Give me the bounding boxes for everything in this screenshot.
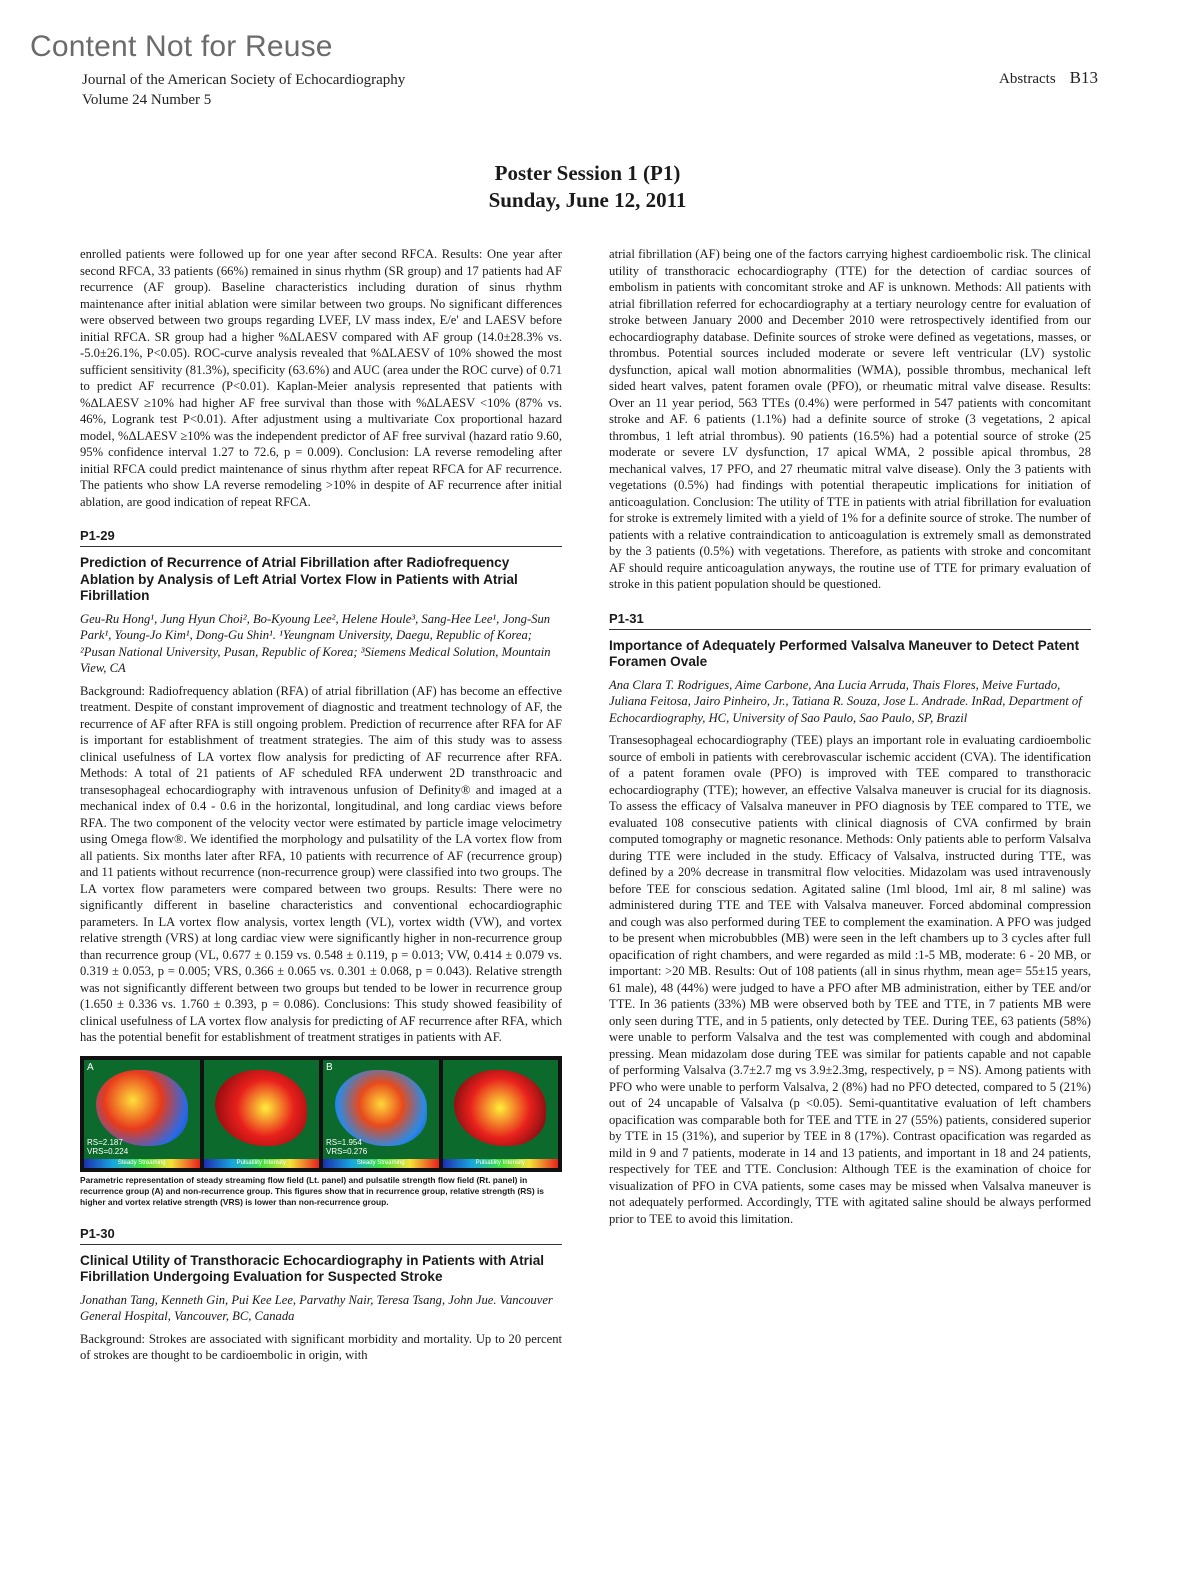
abstract-title: Importance of Adequately Performed Valsalva Maneuver to Detect Patent Foramen Ovale xyxy=(609,637,1080,669)
abstract-authors: Jonathan Tang, Kenneth Gin, Pui Kee Lee, Parvathy Nair, Teresa Tsang, John Jue. Vancouver General Hospital, Vancouver, BC, Canada xyxy=(80,1292,553,1323)
panel-values xyxy=(326,1138,367,1156)
figure-caption: Parametric representation of steady streaming flow field (Lt. panel) and pulsatile strength flow field (Rt. panel) in recurrence group (A) and non-recurrence group. This figures show that in recurrence group, relative strength (RS) is higher and vortex relative strength (VRS) is lower than non-recurrence group. xyxy=(80,1174,544,1207)
flow-field-image xyxy=(454,1070,546,1146)
session-title xyxy=(0,160,1175,214)
session-name: Poster Session 1 (P1) xyxy=(494,161,681,185)
abstract-authors: Ana Clara T. Rodrigues, Aime Carbone, Ana Lucia Arruda, Thais Flores, Meive Furtado, Juliana Feitosa, Jairo Pinheiro, Jr., Tatiana R. Souza, Jose L. Andrade. InRad, Department of Echocardiography, HC, University of Sao Paulo, Sao Paulo, SP, Brazil xyxy=(609,677,1082,725)
vortex-flow-figure xyxy=(80,1056,562,1172)
journal-name: Journal of the American Society of Echocardiography xyxy=(82,72,406,88)
color-scale-bar: Pulsatility Intensity xyxy=(204,1159,320,1168)
page-number: B13 xyxy=(1069,68,1098,87)
panel-label: A xyxy=(87,1061,94,1073)
color-scale-bar: Pulsatility Intensity xyxy=(443,1159,559,1168)
continued-abstract-text: atrial fibrillation (AF) being one of the factors carrying highest cardioembolic risk. The clinical utility of transthoracic echocardiography (TTE) for the detection of cardiac sources of embolism in patients with concomitant stroke and AF is unknown. Methods: All patients with atrial fibrillation referred for echocardiography at a tertiary neurology centre for evaluation of stroke between January 2000 and December 2010 were retrospectively identified from our echocardiography database. Definite sources of stroke were defined as vegetations, masses, or thrombus. Potential sources included moderate or severe left ventricular (LV) systolic dysfunction, apical wall motion abnormalities (WMA), possible thrombus, mechanical left sided heart valves, patent foramen ovale (PFO), or rheumatic mitral valve disease. Results: Over an 11 year period, 563 TTEs (0.4%) were performed in 547 patients with concomitant stroke and AF. 6 patients (1.1%) had a definite source of stroke (3 vegetations, 2 apical thrombus, 1 left atrial thrombus). 90 patients (16.5%) had a potential source of stroke (25 moderate or severe LV dysfunction, 17 apical WMA, 2 possible apical thrombus, 28 mechanical valves, 17 PFO, and 27 rheumatic mitral valve disease). Only the 3 patients with vegetations (0.5%) had findings with potential therapeutic implications for initiation of anticoagulation. Conclusion: The utility of TTE in patients with atrial fibrillation for evaluation for stroke is extremely limited with a yield of 1% for a definite source of stroke. The number of patients with a relative contraindication to anticoagulation is extremely small as demonstrated by the 3 patients (0.5%) with vegetations. Therefore, as patients with stroke and concomitant AF should require anticoagulation anyways, the routine use of TTE for primary evaluation of stroke in this patient population should be questioned. xyxy=(609,247,1091,591)
section-label: Abstracts xyxy=(999,71,1056,87)
continued-abstract-text: enrolled patients were followed up for one year after second RFCA. Results: One year after second RFCA, 33 patients (66%) remained in sinus rhythm (SR group) and 17 patients had AF recurrence (AF group). Baseline characteristics including duration of sinus rhythm maintenance after initial ablation were similar between two groups. No significant differences were observed between two groups regarding LVEF, LV mass index, E/e' and LAESV before initial RFCA. SR group had a higher %ΔLAESV compared with AF group (14.0±28.3% vs. -5.0±26.1%, P<0.05). ROC-curve analysis revealed that %ΔLAESV of 10% showed the most sufficient sensitivity (81.3%), specificity (63.6%) and AUC (area under the ROC curve) of 0.71 to predict AF recurrence (P<0.01). Kaplan-Meier analysis represented that patients with %ΔLAESV ≥10% had higher AF free survival than those with %ΔLAESV <10% (87% vs. 46%, Logrank test P<0.01). After adjustment using a multivariate Cox proportional hazard model, %ΔLAESV ≥10% was the independent predictor of AF free survival (hazard ratio 9.60, 95% confidence interval 1.27 to 72.6, p = 0.009). Conclusion: LA reverse remodeling after initial RFCA could predict maintenance of sinus rhythm after repeat RFCA for AF recurrence. The patients who show LA reverse remodeling >10% in despite of AF recurrence after initial ablation, are good indication of repeat RFCA. xyxy=(80,247,562,509)
flow-field-image xyxy=(96,1070,188,1146)
vrs-value: VRS=0.224 xyxy=(87,1146,129,1156)
abstract-title: Clinical Utility of Transthoracic Echocardiography in Patients with Atrial Fibrillation Undergoing Evaluation for Suspected Stroke xyxy=(80,1252,545,1284)
abstract-p1-31 xyxy=(609,611,1091,1228)
running-head xyxy=(999,68,1098,88)
figure-panel-b-pulsatile xyxy=(443,1060,559,1168)
figure-panel-a-pulsatile xyxy=(204,1060,320,1168)
session-date: Sunday, June 12, 2011 xyxy=(488,188,687,212)
abstract-p1-30 xyxy=(80,1226,562,1364)
color-scale-bar: Steady Streaming xyxy=(323,1159,439,1168)
journal-volume: Volume 24 Number 5 xyxy=(82,92,212,108)
color-scale-bar: Steady Streaming xyxy=(84,1159,200,1168)
flow-field-image xyxy=(215,1070,307,1146)
flow-field-image xyxy=(335,1070,427,1146)
abstract-p1-29 xyxy=(80,528,562,1208)
figure-panel-b-steady xyxy=(323,1060,439,1168)
abstract-id: P1-29 xyxy=(80,528,562,547)
panel-values xyxy=(87,1138,128,1156)
left-column xyxy=(80,246,562,1364)
panel-label: B xyxy=(326,1061,333,1073)
rs-value: RS=1.954 xyxy=(326,1137,362,1147)
journal-header xyxy=(82,70,405,110)
rs-value: RS=2.187 xyxy=(87,1137,123,1147)
abstract-title: Prediction of Recurrence of Atrial Fibrillation after Radiofrequency Ablation by Analysis of Left Atrial Vortex Flow in Patients with Atrial Fibrillation xyxy=(80,555,518,603)
right-column xyxy=(609,246,1091,1227)
abstract-id: P1-30 xyxy=(80,1226,562,1245)
abstract-id: P1-31 xyxy=(609,611,1091,630)
abstract-body: Transesophageal echocardiography (TEE) plays an important role in evaluating cardioembolic source of emboli in patients with cerebrovascular ischemic accident (CVA). The identification of a patent foramen ovale (PFO) is improved with TEE compared to transthoracic echocardiography (TTE); however, an effective Valsalva maneuver is crucial for its diagnosis. To assess the efficacy of Valsalva maneuver in PFO diagnosis by TEE compared to TTE, we evaluated 108 consecutive patients with clinical diagnosis of CVA confirmed by brain computed tomography or magnetic resonance. Methods: Only patients able to perform Valsalva during TTE were included in the study. Efficacy of Valsalva, instructed during TTE, was defined by a 20% decrease in transmitral flow velocities. Midazolam was used intravenously before TEE for conscious sedation. Agitated saline (1ml blood, 1ml air, 8 ml saline) was administered during TTE and TEE with Valsalva maneuver. Forced abdominal compression and cough was also performed during TEE to complement the examination. A PFO was judged to be present when microbubbles (MB) were seen in the left chambers up to 3 cycles after full opacification of right chambers, and were regarded as mild :1-5 MB, moderate: 6 - 20 MB, or important: >20 MB. Results: Out of 108 patients (all in sinus rhythm, mean age= 55±15 years, 61 male), 48 (44%) were judged to have a PFO after MB administration, either by TEE and/or TTE. In 36 patients (33%) MB were observed both by TEE and TTE, in 7 patients MB were only seen during TTE, and in 5 patients, only detected by TEE. During TEE, 63 patients (58%) were unable to perform Valsalva and the test was complemented with cough and abdominal pressing. Mean midazolam dose during TEE was similar for patients capable and not capable of performing Valsalva (3.7±2.7 mg vs 3.9±2.3mg, respectively, p = NS). Among patients with PFO who were unable to perform Valsalva, 2 (8%) had no PFO detected, compared to 5 (21%) out of 24 uncapable of Valsalva (p <0.05). Semi-quantitative evaluation of left chambers opacification was comparable both for TEE and TTE in 27 (55%) patients, considered superior by TTE in 15 (31%), and superior by TEE in 8 (17%). Contrast opacification was regarded as mild in 9 and 7 patients, moderate in 14 and 13 patients, and important in 18 and 24 patients, respectively for TEE and TTE. Conclusion: Although TEE is the examination of choice for visualization of PFO in CVA patients, some cases may be missed when Valsalva maneuver is not adequately performed. Accordingly, TTE with agitated saline should be always performed prior to TEE to avoid this limitation. xyxy=(609,733,1091,1226)
abstract-body: Background: Radiofrequency ablation (RFA) of atrial fibrillation (AF) has become an effective treatment. Despite of constant improvement of diagnostic and treatment technology of AF, the recurrence of AF after RFA is still ongoing problem. Prediction of recurrence after RFA for AF is important for establishment of treatment strategies. The aim of this study was to assess clinical usefulness of LA vortex flow analysis for predicting of AF recurrence after RFA. Methods: A total of 21 patients of AF scheduled RFA underwent 2D transthroacic and transesophageal echocardiography with intravenous unfusion of Definity® and imaged at a mechanical index of 0.4 - 0.6 in the horizontal, longitudinal, and long cardiac views before RFA. The two component of the velocity vector were estimated by particle image velocimetry using Omega flow®. We identified the morphology and pulsatility of the LA vortex flow from all patients. Six months later after RFA, 10 patients with recurrence of AF (recurrence group) and 11 patients without recurrence (non-recurrence group) were classified into two groups. The LA vortex flow parameters were compared between two groups. Results: There were no significantly different in baseline characteristics and conventional echocardiographic parameters. In LA vortex flow analysis, vortex length (VL), vortex width (VW), and vortex relative strength (VRS) at long cardiac view were significantly higher in non-recurrence group than recurrence group (VL, 0.677 ± 0.159 vs. 0.548 ± 0.119, p = 0.013; VW, 0.414 ± 0.079 vs. 0.319 ± 0.053, p = 0.005; VRS, 0.366 ± 0.065 vs. 0.301 ± 0.068, p = 0.043). Relative strength was not significantly different between two groups but tended to be lower in recurrence group (1.650 ± 0.336 vs. 1.760 ± 0.393, p = 0.086). Conclusions: This study showed feasibility of clinical usefulness of LA vortex flow analysis for predicting of AF recurrence after RFA, which has the potential benefit for establishment of treatment stratiges in patients with AF. xyxy=(80,683,562,1044)
watermark: Content Not for Reuse xyxy=(30,30,333,63)
vrs-value: VRS=0.276 xyxy=(326,1146,368,1156)
figure-panel-a-steady xyxy=(84,1060,200,1168)
abstract-authors: Geu-Ru Hong¹, Jung Hyun Choi², Bo-Kyoung Lee², Helene Houle³, Sang-Hee Lee¹, Jong-Sun Park¹, Young-Jo Kim¹, Dong-Gu Shin¹. ¹Yeungnam University, Daegu, Republic of Korea; ²Pusan National University, Pusan, Republic of Korea; ³Siemens Medical Solution, Mountain View, CA xyxy=(80,611,551,675)
abstract-body: Background: Strokes are associated with significant morbidity and mortality. Up to 20 percent of strokes are thought to be cardioembolic in origin, with xyxy=(80,1331,562,1362)
